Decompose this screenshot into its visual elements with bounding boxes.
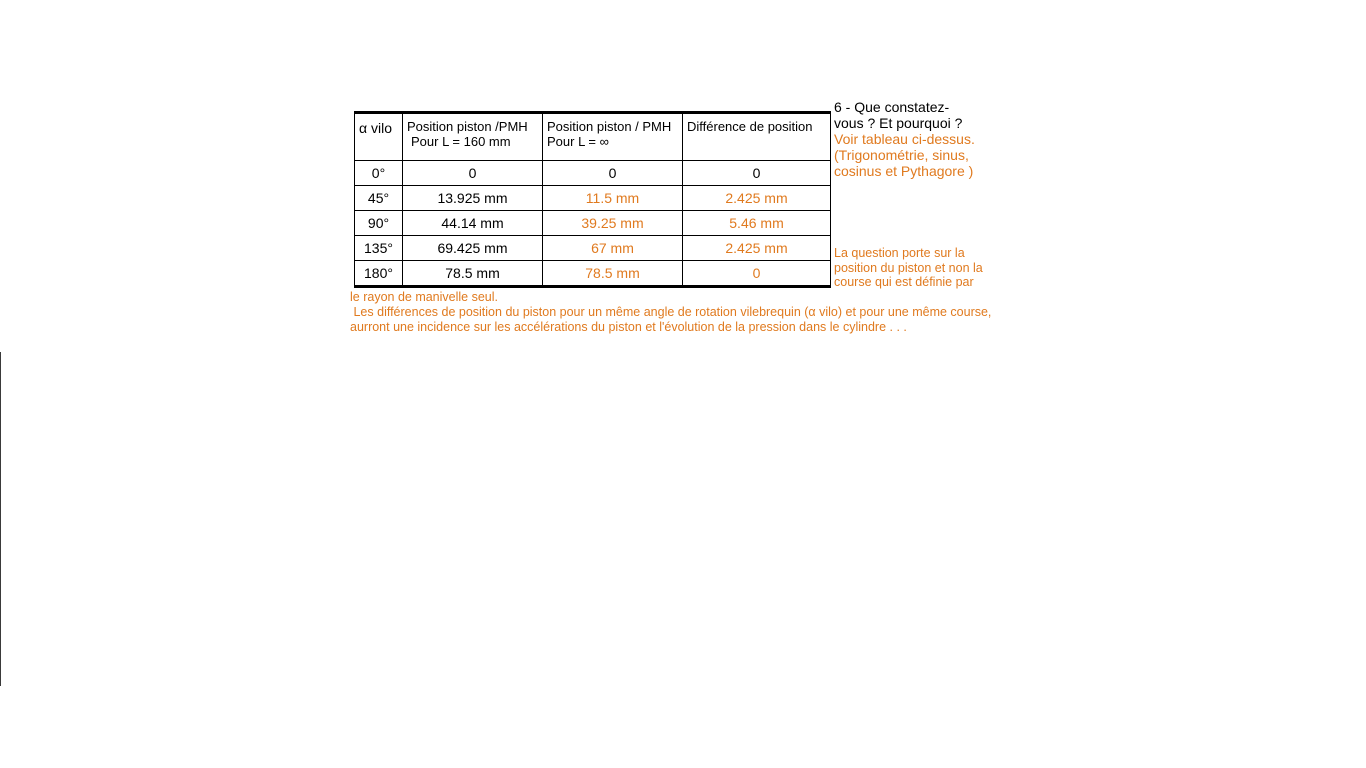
cell-angle: 45° — [355, 186, 403, 211]
question-line1: 6 - Que constatez- — [834, 99, 950, 115]
cell-linf: 78.5 mm — [543, 261, 683, 287]
table-row — [355, 236, 831, 261]
cell-angle: 180° — [355, 261, 403, 287]
cell-linf: 39.25 mm — [543, 211, 683, 236]
side-note: La question porte sur la position du piston et non la course qui est définie par — [834, 246, 983, 289]
table-header-row — [355, 113, 831, 161]
cell-l160: 44.14 mm — [403, 211, 543, 236]
table-row — [355, 186, 831, 211]
cell-l160: 78.5 mm — [403, 261, 543, 287]
cell-diff: 2.425 mm — [683, 186, 831, 211]
bottom-note-line1: le rayon de manivelle seul. — [350, 290, 498, 304]
question-line2: vous ? Et pourquoi ? — [834, 115, 963, 131]
table-row — [355, 161, 831, 186]
cell-angle: 90° — [355, 211, 403, 236]
cell-l160: 13.925 mm — [403, 186, 543, 211]
piston-position-table — [354, 111, 831, 288]
bottom-note — [350, 290, 1010, 335]
header-angle — [355, 113, 403, 161]
cell-diff: 0 — [683, 161, 831, 186]
cell-linf: 11.5 mm — [543, 186, 683, 211]
cell-linf: 0 — [543, 161, 683, 186]
cell-l160: 0 — [403, 161, 543, 186]
question-answer: Voir tableau ci-dessus. (Trigonométrie, sinus, cosinus et Pythagore ) — [834, 131, 975, 179]
header-angle-label: α vilo — [359, 120, 392, 136]
cell-angle: 135° — [355, 236, 403, 261]
question-block — [834, 99, 1009, 185]
cell-angle: 0° — [355, 161, 403, 186]
left-edge-divider — [0, 352, 1, 686]
header-linf-line1: Position piston / PMH — [547, 119, 672, 134]
header-difference — [683, 113, 831, 161]
cell-diff: 0 — [683, 261, 831, 287]
cell-diff: 2.425 mm — [683, 236, 831, 261]
header-position-linf — [543, 113, 683, 161]
header-linf-line2: Pour L = ∞ — [547, 134, 609, 149]
header-l160-line1: Position piston /PMH — [407, 119, 528, 134]
cell-diff: 5.46 mm — [683, 211, 831, 236]
header-difference-label: Différence de position — [687, 119, 813, 134]
cell-linf: 67 mm — [543, 236, 683, 261]
cell-l160: 69.425 mm — [403, 236, 543, 261]
bottom-note-line2: Les différences de position du piston pour un même angle de rotation vilebrequin (α vilo) et pour une même course, aurront une incidence sur les accélérations du piston et l'évolution de la pression dans le cylindre . . . — [350, 305, 995, 334]
header-l160-line2: Pour L = 160 mm — [411, 134, 511, 149]
table-row — [355, 261, 831, 287]
header-position-l160 — [403, 113, 543, 161]
table-row — [355, 211, 831, 236]
